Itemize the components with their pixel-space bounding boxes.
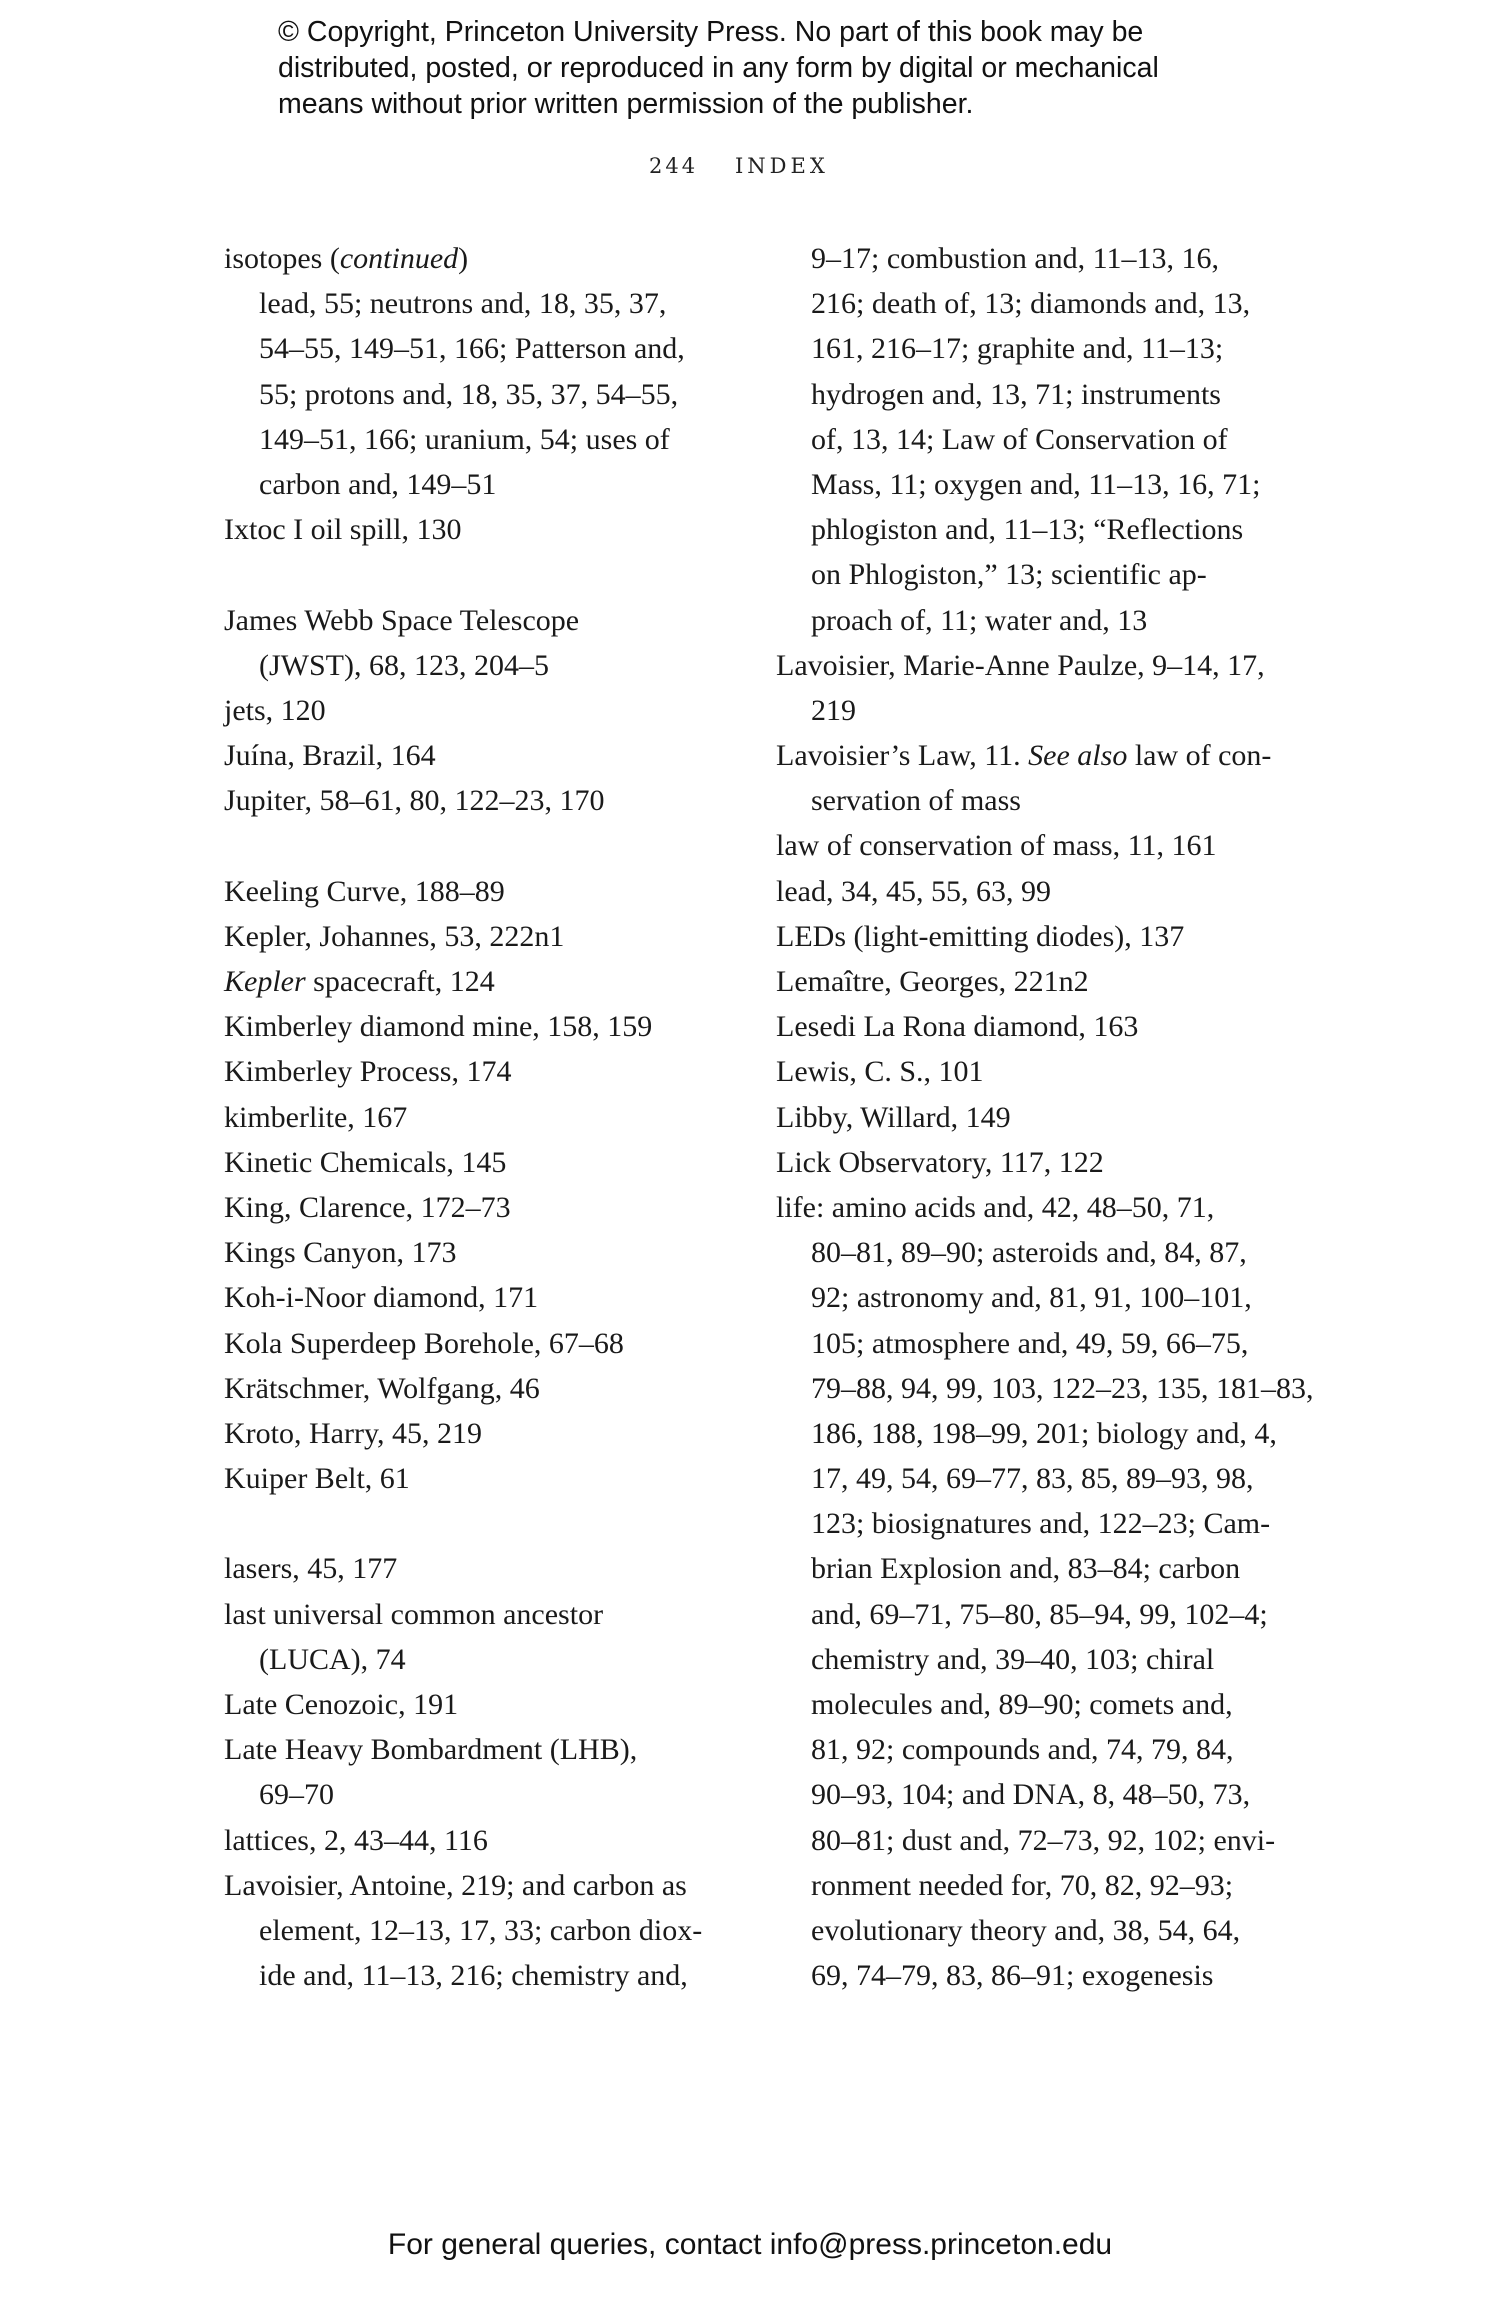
index-line: [224, 1049, 724, 1094]
index-line: [224, 1140, 724, 1185]
index-text: ): [458, 242, 469, 275]
index-line: [224, 598, 724, 643]
index-line: [776, 1230, 1286, 1275]
index-text: 54–55, 149–51, 166; Patterson and,: [259, 332, 685, 366]
index-text: Kola Superdeep Borehole, 67–68: [224, 1326, 624, 1360]
index-text: (JWST), 68, 123, 204–5: [259, 648, 549, 682]
index-line: [776, 281, 1286, 326]
index-text: 55; protons and, 18, 35, 37, 54–55,: [259, 377, 679, 411]
index-line: [224, 1095, 724, 1140]
index-line: [776, 1501, 1286, 1546]
index-line: [224, 1682, 724, 1727]
index-line: [776, 914, 1286, 959]
index-line: [224, 462, 724, 507]
index-text: lasers, 45, 177: [224, 1552, 398, 1586]
section-title: INDEX: [735, 154, 829, 178]
index-line: [776, 1953, 1286, 1998]
index-text: molecules and, 89–90; comets and,: [811, 1688, 1233, 1721]
index-spacer: [224, 552, 724, 597]
index-line: [224, 1953, 724, 1998]
index-line: [776, 733, 1286, 778]
index-text: kimberlite, 167: [224, 1100, 408, 1134]
index-text: chemistry and, 39–40, 103; chiral: [811, 1642, 1215, 1676]
index-line: [224, 1004, 724, 1049]
index-line: [776, 417, 1286, 462]
index-line: [224, 778, 724, 823]
index-line: [224, 1275, 724, 1320]
index-text: King, Clarence, 172–73: [224, 1190, 511, 1224]
index-text: 216; death of, 13; diamonds and, 13,: [811, 287, 1251, 321]
index-text: Mass, 11; oxygen and, 11–13, 16, 71;: [811, 467, 1261, 501]
index-line: [776, 1140, 1286, 1185]
index-text: 69–70: [259, 1778, 334, 1812]
index-line: [224, 1818, 724, 1863]
index-line: [224, 688, 724, 733]
index-line: [776, 1049, 1286, 1094]
index-text: 81, 92; compounds and, 74, 79, 84,: [811, 1733, 1234, 1767]
index-column-right: [776, 236, 1314, 1998]
index-line: [776, 1411, 1286, 1456]
page-number: 244: [649, 154, 699, 178]
footer-contact: For general queries, contact info@press.princeton.edu: [387, 2228, 1113, 2261]
index-line: [776, 1863, 1286, 1908]
index-text: Juína, Brazil, 164: [224, 739, 436, 773]
index-line: [224, 1185, 724, 1230]
index-line: [776, 1095, 1286, 1140]
index-line: [776, 1772, 1286, 1817]
index-text: Kinetic Chemicals, 145: [224, 1145, 507, 1179]
index-text: Krätschmer, Wolfgang, 46: [224, 1371, 540, 1405]
index-text: Koh-i-Noor diamond, 171: [224, 1281, 539, 1315]
index-line: [776, 643, 1286, 688]
index-line: [224, 507, 724, 552]
index-text: of, 13, 14; Law of Conservation of: [811, 422, 1228, 456]
index-line: [776, 598, 1286, 643]
copyright-line: means without prior written permission of the publisher.: [278, 88, 974, 120]
index-text: spacecraft, 124: [305, 965, 495, 998]
index-line: [776, 1004, 1286, 1049]
index-line: [776, 1275, 1286, 1320]
index-text: lead, 34, 45, 55, 63, 99: [776, 874, 1051, 908]
index-line: [224, 1727, 724, 1772]
index-text: Libby, Willard, 149: [776, 1100, 1011, 1134]
index-text: 123; biosignatures and, 122–23; Cam-: [811, 1507, 1271, 1541]
index-text: Lick Observatory, 117, 122: [776, 1145, 1104, 1179]
index-line: [776, 1456, 1286, 1501]
index-text: Lavoisier, Antoine, 219; and carbon as: [224, 1868, 687, 1902]
index-italic-text: continued: [339, 242, 459, 275]
index-line: [224, 417, 724, 462]
index-line: [776, 1185, 1286, 1230]
index-line: [776, 462, 1286, 507]
index-line: [224, 1366, 724, 1411]
index-text: phlogiston and, 11–13; “Reflections: [811, 513, 1244, 547]
index-text: Kepler, Johannes, 53, 222n1: [224, 919, 565, 953]
index-text: life: amino acids and, 42, 48–50, 71,: [776, 1190, 1215, 1224]
index-text: 17, 49, 54, 69–77, 83, 85, 89–93, 98,: [811, 1462, 1254, 1496]
index-line: [224, 1230, 724, 1275]
index-line: [224, 1411, 724, 1456]
index-line: [224, 281, 724, 326]
index-line: [224, 326, 724, 371]
index-text: 80–81, 89–90; asteroids and, 84, 87,: [811, 1236, 1247, 1270]
index-text: 161, 216–17; graphite and, 11–13;: [811, 332, 1224, 366]
index-line: [224, 1546, 724, 1591]
index-line: [776, 778, 1286, 823]
index-line: [776, 1637, 1286, 1682]
index-line: [224, 733, 724, 778]
index-text: ide and, 11–13, 216; chemistry and,: [259, 1959, 688, 1993]
index-line: [776, 326, 1286, 371]
index-italic-text: Kepler: [224, 965, 306, 998]
index-line: [224, 1863, 724, 1908]
index-text: law of conservation of mass, 11, 161: [776, 829, 1217, 863]
index-text: Lesedi La Rona diamond, 163: [776, 1010, 1139, 1044]
index-text: servation of mass: [811, 784, 1021, 818]
index-text: last universal common ancestor: [224, 1597, 604, 1631]
index-text: LEDs (light-emitting diodes), 137: [776, 919, 1185, 953]
index-spacer: [224, 823, 724, 868]
index-line: [224, 372, 724, 417]
index-text: jets, 120: [224, 693, 326, 727]
index-italic-text: See also: [1028, 739, 1128, 773]
index-line: [776, 688, 1286, 733]
index-line: [776, 1546, 1286, 1591]
index-text: Kimberley Process, 174: [224, 1055, 512, 1089]
index-text: on Phlogiston,” 13; scientific ap-: [811, 558, 1207, 592]
index-text: 186, 188, 198–99, 201; biology and, 4,: [811, 1416, 1277, 1450]
index-line: [776, 959, 1286, 1004]
index-text: 69, 74–79, 83, 86–91; exogenesis: [811, 1959, 1214, 1993]
index-text: ronment needed for, 70, 82, 92–93;: [811, 1868, 1234, 1902]
index-text: Keeling Curve, 188–89: [224, 874, 505, 908]
index-line: [776, 869, 1286, 914]
index-text: Kroto, Harry, 45, 219: [224, 1416, 483, 1450]
index-line: [776, 1727, 1286, 1772]
index-text: Late Heavy Bombardment (LHB),: [224, 1733, 638, 1767]
index-line: [776, 823, 1286, 868]
index-text: evolutionary theory and, 38, 54, 64,: [811, 1913, 1241, 1947]
index-line: [776, 1366, 1314, 1411]
index-text: Lavoisier’s Law, 11.: [776, 739, 1029, 773]
index-text: hydrogen and, 13, 71; instruments: [811, 377, 1221, 411]
index-text: (LUCA), 74: [259, 1642, 406, 1676]
index-text: lattices, 2, 43–44, 116: [224, 1823, 488, 1857]
index-line: [224, 959, 724, 1004]
index-text: and, 69–71, 75–80, 85–94, 99, 102–4;: [811, 1597, 1268, 1631]
index-text: 9–17; combustion and, 11–13, 16,: [811, 242, 1220, 275]
index-text: isotopes (: [224, 242, 340, 275]
index-line: [776, 1908, 1286, 1953]
index-text: 149–51, 166; uranium, 54; uses of: [259, 422, 670, 456]
index-column-left: [224, 236, 724, 1998]
index-line: [776, 1592, 1286, 1637]
index-text: proach of, 11; water and, 13: [811, 603, 1148, 637]
index-line: [776, 1682, 1286, 1727]
index-text: law of con-: [1127, 739, 1272, 773]
index-line: [776, 507, 1286, 552]
index-text: 80–81; dust and, 72–73, 92, 102; envi-: [811, 1823, 1276, 1857]
index-text: 92; astronomy and, 81, 91, 100–101,: [811, 1281, 1252, 1315]
index-text: Kuiper Belt, 61: [224, 1462, 410, 1496]
index-line: [224, 1321, 724, 1366]
index-text: Lewis, C. S., 101: [776, 1055, 984, 1089]
index-text: Lemaître, Georges, 221n2: [776, 965, 1089, 998]
index-line: [776, 552, 1286, 597]
index-line: [224, 643, 724, 688]
copyright-line: distributed, posted, or reproduced in any form by digital or mechanical: [278, 52, 1159, 84]
index-line: [776, 372, 1286, 417]
index-line: [224, 1456, 724, 1501]
index-text: brian Explosion and, 83–84; carbon: [811, 1552, 1241, 1586]
index-line: [776, 236, 1286, 281]
index-text: James Webb Space Telescope: [224, 603, 580, 637]
index-line: [224, 1908, 724, 1953]
index-spacer: [224, 1501, 724, 1546]
copyright-line: © Copyright, Princeton University Press. No part of this book may be: [278, 16, 1144, 48]
index-line: [224, 1772, 724, 1817]
index-text: Lavoisier, Marie-Anne Paulze, 9–14, 17,: [776, 648, 1265, 682]
index-text: Kimberley diamond mine, 158, 159: [224, 1010, 653, 1044]
index-text: element, 12–13, 17, 33; carbon diox-: [259, 1913, 703, 1947]
index-text: Ixtoc I oil spill, 130: [224, 513, 462, 547]
index-text: carbon and, 149–51: [259, 467, 497, 501]
index-line: [224, 1637, 724, 1682]
index-text: 90–93, 104; and DNA, 8, 48–50, 73,: [811, 1778, 1251, 1812]
index-text: lead, 55; neutrons and, 18, 35, 37,: [259, 287, 667, 321]
index-line: [776, 1321, 1286, 1366]
index-line: [224, 1592, 724, 1637]
index-line: [776, 1818, 1286, 1863]
index-text: Jupiter, 58–61, 80, 122–23, 170: [224, 784, 605, 818]
index-text: 105; atmosphere and, 49, 59, 66–75,: [811, 1326, 1249, 1360]
index-text: Late Cenozoic, 191: [224, 1688, 459, 1721]
index-text: Kings Canyon, 173: [224, 1236, 457, 1270]
index-text: 79–88, 94, 99, 103, 122–23, 135, 181–83,: [811, 1371, 1314, 1405]
copyright-notice: [278, 14, 1278, 122]
index-line: [224, 236, 724, 281]
index-text: 219: [811, 693, 856, 727]
index-line: [224, 869, 724, 914]
index-line: [224, 914, 724, 959]
